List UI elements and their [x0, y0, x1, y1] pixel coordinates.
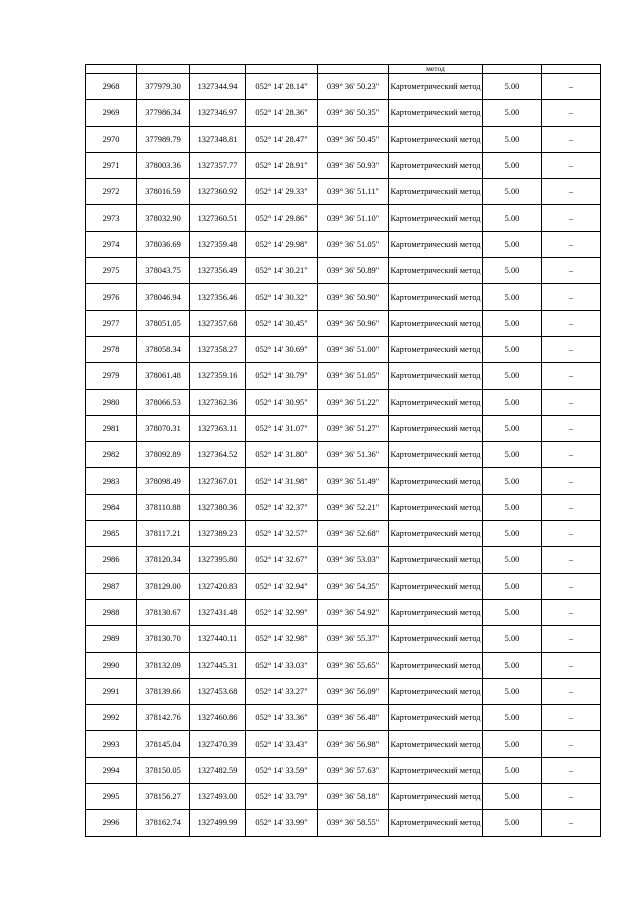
cell-num: 2968 — [86, 74, 137, 100]
cell-method: Картометрический метод — [389, 652, 483, 678]
cell-num: 2982 — [86, 442, 137, 468]
cell-x: 378130.67 — [137, 599, 190, 625]
cell-y: 1327359.16 — [190, 363, 246, 389]
cell-lat: 052° 14' 28.14" — [246, 74, 318, 100]
cell-method: Картометрический метод — [389, 100, 483, 126]
cell-x: 378130.70 — [137, 626, 190, 652]
cell-x: 378061.48 — [137, 363, 190, 389]
cell-method: Картометрический метод — [389, 731, 483, 757]
cell-y: 1327362.36 — [190, 389, 246, 415]
cell-x: 378110.88 — [137, 494, 190, 520]
cell-method: Картометрический метод — [389, 258, 483, 284]
cell-accuracy: 5.00 — [483, 258, 542, 284]
table-row — [86, 626, 601, 652]
cell-accuracy: 5.00 — [483, 179, 542, 205]
cell-note: – — [542, 179, 601, 205]
cell-method: Картометрический метод — [389, 626, 483, 652]
cell-note: – — [542, 705, 601, 731]
cell-accuracy: 5.00 — [483, 573, 542, 599]
cell-method: Картометрический метод — [389, 126, 483, 152]
cell-lat: 052° 14' 33.99" — [246, 810, 318, 836]
cell-y: 1327380.36 — [190, 494, 246, 520]
cell-num: 2994 — [86, 757, 137, 783]
cell-lon: 039° 36' 56.48" — [318, 705, 389, 731]
cell-lat: 052° 14' 31.07" — [246, 415, 318, 441]
cell-lon: 039° 36' 51.10" — [318, 205, 389, 231]
cell-num: 2992 — [86, 705, 137, 731]
table-row — [86, 363, 601, 389]
cell-y: 1327344.94 — [190, 74, 246, 100]
cell-accuracy: 5.00 — [483, 547, 542, 573]
cell-lon: 039° 36' 52.21" — [318, 494, 389, 520]
cell-x: 378058.34 — [137, 336, 190, 362]
cell-lat: 052° 14' 29.33" — [246, 179, 318, 205]
cell-x: 378003.36 — [137, 152, 190, 178]
cell-accuracy: 5.00 — [483, 284, 542, 310]
cell-note: – — [542, 363, 601, 389]
cell-lon: 039° 36' 57.63" — [318, 757, 389, 783]
cell-accuracy: 5.00 — [483, 521, 542, 547]
cell-method: Картометрический метод — [389, 284, 483, 310]
cell-lat: 052° 14' 31.98" — [246, 468, 318, 494]
cell-num: 2979 — [86, 363, 137, 389]
cell-accuracy: 5.00 — [483, 415, 542, 441]
cell-lat: 052° 14' 32.37" — [246, 494, 318, 520]
table-row — [86, 126, 601, 152]
cell-y: 1327360.51 — [190, 205, 246, 231]
cell-lon: 039° 36' 52.68" — [318, 521, 389, 547]
cell-accuracy: 5.00 — [483, 678, 542, 704]
cell-lat: 052° 14' 30.69" — [246, 336, 318, 362]
cell-note: – — [542, 599, 601, 625]
cell-y: 1327357.68 — [190, 310, 246, 336]
cell-y: 1327453.68 — [190, 678, 246, 704]
cell-x: 378117.21 — [137, 521, 190, 547]
cell-num: 2980 — [86, 389, 137, 415]
cell-y: 1327420.83 — [190, 573, 246, 599]
cell-x: 378132.09 — [137, 652, 190, 678]
cell-lat: 052° 14' 32.57" — [246, 521, 318, 547]
cell-x: 378070.31 — [137, 415, 190, 441]
cell-lon: 039° 36' 51.11" — [318, 179, 389, 205]
cell-num: 2976 — [86, 284, 137, 310]
cell-lat: 052° 14' 28.47" — [246, 126, 318, 152]
cell-y: 1327431.48 — [190, 599, 246, 625]
cell-y: 1327445.31 — [190, 652, 246, 678]
cell-num: 2990 — [86, 652, 137, 678]
cell-note: – — [542, 284, 601, 310]
cell-x: 378036.69 — [137, 231, 190, 257]
cell-lon: 039° 36' 51.36" — [318, 442, 389, 468]
cell-note: – — [542, 231, 601, 257]
cell-note: – — [542, 521, 601, 547]
cell-note: – — [542, 258, 601, 284]
cell-accuracy: 5.00 — [483, 363, 542, 389]
cell-x: 378129.00 — [137, 573, 190, 599]
cell-note: – — [542, 784, 601, 810]
table-row — [86, 757, 601, 783]
cell-num: 2978 — [86, 336, 137, 362]
cell-lat: 052° 14' 30.45" — [246, 310, 318, 336]
table-row — [86, 810, 601, 836]
cell-accuracy: 5.00 — [483, 757, 542, 783]
cell-method: Картометрический метод — [389, 810, 483, 836]
cell-method: Картометрический метод — [389, 757, 483, 783]
cell-lat: 052° 14' 33.36" — [246, 705, 318, 731]
cell-accuracy: 5.00 — [483, 599, 542, 625]
cell-method: Картометрический метод — [389, 389, 483, 415]
cell-note: – — [542, 678, 601, 704]
cell-y: 1327363.11 — [190, 415, 246, 441]
cell-x: 378162.74 — [137, 810, 190, 836]
cell-lon: 039° 36' 56.98" — [318, 731, 389, 757]
cell-lon: 039° 36' 50.93" — [318, 152, 389, 178]
cell-y: 1327356.46 — [190, 284, 246, 310]
cell-x: 377986.34 — [137, 100, 190, 126]
table-row — [86, 179, 601, 205]
cell-num: 2972 — [86, 179, 137, 205]
cell-num: 2986 — [86, 547, 137, 573]
cell-accuracy: 5.00 — [483, 205, 542, 231]
cell-x: 378139.66 — [137, 678, 190, 704]
cell-method: Картометрический метод — [389, 494, 483, 520]
cell-num: 2970 — [86, 126, 137, 152]
cell-y: 1327499.99 — [190, 810, 246, 836]
cell-lat: 052° 14' 32.67" — [246, 547, 318, 573]
cell-method: Картометрический метод — [389, 205, 483, 231]
cell-y — [190, 65, 246, 74]
cell-note — [542, 65, 601, 74]
cell-lon: 039° 36' 55.37" — [318, 626, 389, 652]
table-row — [86, 494, 601, 520]
table-row — [86, 705, 601, 731]
cell-x: 378051.05 — [137, 310, 190, 336]
cell-method: Картометрический метод — [389, 547, 483, 573]
cell-method: Картометрический метод — [389, 415, 483, 441]
cell-method: Картометрический метод — [389, 705, 483, 731]
cell-lat: 052° 14' 33.79" — [246, 784, 318, 810]
cell-method: Картометрический метод — [389, 74, 483, 100]
cell-num: 2995 — [86, 784, 137, 810]
table-row — [86, 652, 601, 678]
cell-x: 378032.90 — [137, 205, 190, 231]
cell-x: 378043.75 — [137, 258, 190, 284]
table-row — [86, 152, 601, 178]
cell-num: 2987 — [86, 573, 137, 599]
cell-num: 2996 — [86, 810, 137, 836]
cell-x: 378145.04 — [137, 731, 190, 757]
cell-note: – — [542, 494, 601, 520]
cell-y: 1327359.48 — [190, 231, 246, 257]
cell-note: – — [542, 100, 601, 126]
cell-method: Картометрический метод — [389, 231, 483, 257]
cell-lat: 052° 14' 32.98" — [246, 626, 318, 652]
cell-num: 2989 — [86, 626, 137, 652]
cell-num: 2969 — [86, 100, 137, 126]
cell-lat: 052° 14' 28.36" — [246, 100, 318, 126]
coordinates-table — [85, 64, 601, 837]
cell-method: Картометрический метод — [389, 310, 483, 336]
cell-lon: 039° 36' 51.49" — [318, 468, 389, 494]
cell-accuracy: 5.00 — [483, 468, 542, 494]
cell-lon: 039° 36' 58.18" — [318, 784, 389, 810]
table-row — [86, 205, 601, 231]
table-row — [86, 389, 601, 415]
cell-note: – — [542, 468, 601, 494]
cell-lon: 039° 36' 54.35" — [318, 573, 389, 599]
cell-lon: 039° 36' 55.65" — [318, 652, 389, 678]
cell-lat: 052° 14' 33.27" — [246, 678, 318, 704]
table-row — [86, 310, 601, 336]
cell-num: 2977 — [86, 310, 137, 336]
cell-num: 2984 — [86, 494, 137, 520]
cell-lat — [246, 65, 318, 74]
cell-note: – — [542, 652, 601, 678]
cell-x: 378066.53 — [137, 389, 190, 415]
cell-lat: 052° 14' 33.59" — [246, 757, 318, 783]
cell-method: Картометрический метод — [389, 573, 483, 599]
cell-x: 378016.59 — [137, 179, 190, 205]
cell-num: 2991 — [86, 678, 137, 704]
cell-x — [137, 65, 190, 74]
cell-lon: 039° 36' 50.90" — [318, 284, 389, 310]
cell-lat: 052° 14' 29.86" — [246, 205, 318, 231]
cell-lon: 039° 36' 51.05" — [318, 231, 389, 257]
table-row — [86, 547, 601, 573]
cell-accuracy: 5.00 — [483, 705, 542, 731]
cell-lat: 052° 14' 28.91" — [246, 152, 318, 178]
cell-y: 1327493.00 — [190, 784, 246, 810]
cell-x: 378142.76 — [137, 705, 190, 731]
cell-lat: 052° 14' 31.80" — [246, 442, 318, 468]
table-row — [86, 784, 601, 810]
cell-note: – — [542, 336, 601, 362]
cell-num: 2973 — [86, 205, 137, 231]
cell-method: Картометрический метод — [389, 442, 483, 468]
cell-accuracy: 5.00 — [483, 336, 542, 362]
cell-note: – — [542, 310, 601, 336]
cell-note: – — [542, 757, 601, 783]
cell-x: 378098.49 — [137, 468, 190, 494]
cell-y: 1327357.77 — [190, 152, 246, 178]
continued-row-fragment — [86, 65, 601, 74]
cell-lon: 039° 36' 50.89" — [318, 258, 389, 284]
table-row — [86, 336, 601, 362]
cell-y: 1327389.23 — [190, 521, 246, 547]
cell-accuracy: 5.00 — [483, 310, 542, 336]
cell-lon: 039° 36' 50.23" — [318, 74, 389, 100]
table-row — [86, 284, 601, 310]
cell-accuracy: 5.00 — [483, 100, 542, 126]
cell-num: 2975 — [86, 258, 137, 284]
cell-method: Картометрический метод — [389, 179, 483, 205]
cell-accuracy: 5.00 — [483, 231, 542, 257]
cell-lon: 039° 36' 51.22" — [318, 389, 389, 415]
cell-lat: 052° 14' 32.94" — [246, 573, 318, 599]
cell-lat: 052° 14' 29.98" — [246, 231, 318, 257]
cell-method: Картометрический метод — [389, 521, 483, 547]
cell-x: 378120.34 — [137, 547, 190, 573]
cell-method: метод — [389, 65, 483, 74]
cell-y: 1327360.92 — [190, 179, 246, 205]
cell-note: – — [542, 573, 601, 599]
cell-lat: 052° 14' 33.03" — [246, 652, 318, 678]
table-row — [86, 415, 601, 441]
cell-y: 1327348.81 — [190, 126, 246, 152]
cell-num: 2983 — [86, 468, 137, 494]
table-row — [86, 74, 601, 100]
cell-y: 1327482.59 — [190, 757, 246, 783]
table-row — [86, 442, 601, 468]
cell-lon: 039° 36' 50.96" — [318, 310, 389, 336]
cell-note: – — [542, 415, 601, 441]
cell-y: 1327460.86 — [190, 705, 246, 731]
cell-accuracy: 5.00 — [483, 389, 542, 415]
cell-lon: 039° 36' 51.27" — [318, 415, 389, 441]
cell-lat: 052° 14' 30.32" — [246, 284, 318, 310]
table-row — [86, 599, 601, 625]
cell-method: Картометрический метод — [389, 468, 483, 494]
cell-accuracy: 5.00 — [483, 731, 542, 757]
cell-lon: 039° 36' 54.92" — [318, 599, 389, 625]
cell-accuracy: 5.00 — [483, 652, 542, 678]
cell-accuracy: 5.00 — [483, 152, 542, 178]
cell-method: Картометрический метод — [389, 363, 483, 389]
table-row — [86, 100, 601, 126]
cell-num: 2971 — [86, 152, 137, 178]
cell-num: 2993 — [86, 731, 137, 757]
cell-lon — [318, 65, 389, 74]
cell-accuracy: 5.00 — [483, 810, 542, 836]
cell-lat: 052° 14' 33.43" — [246, 731, 318, 757]
cell-method: Картометрический метод — [389, 336, 483, 362]
cell-note: – — [542, 442, 601, 468]
cell-lat: 052° 14' 30.79" — [246, 363, 318, 389]
cell-lon: 039° 36' 58.55" — [318, 810, 389, 836]
cell-x: 377989.79 — [137, 126, 190, 152]
cell-accuracy — [483, 65, 542, 74]
cell-lon: 039° 36' 53.03" — [318, 547, 389, 573]
cell-note: – — [542, 152, 601, 178]
cell-lat: 052° 14' 30.95" — [246, 389, 318, 415]
cell-note: – — [542, 389, 601, 415]
cell-method: Картометрический метод — [389, 599, 483, 625]
cell-accuracy: 5.00 — [483, 74, 542, 100]
cell-accuracy: 5.00 — [483, 442, 542, 468]
table-row — [86, 231, 601, 257]
cell-note: – — [542, 74, 601, 100]
cell-x: 378150.05 — [137, 757, 190, 783]
cell-x: 378046.94 — [137, 284, 190, 310]
cell-accuracy: 5.00 — [483, 126, 542, 152]
cell-lon: 039° 36' 50.35" — [318, 100, 389, 126]
cell-num — [86, 65, 137, 74]
cell-lat: 052° 14' 32.99" — [246, 599, 318, 625]
cell-note: – — [542, 126, 601, 152]
cell-note: – — [542, 205, 601, 231]
table-row — [86, 521, 601, 547]
cell-method: Картометрический метод — [389, 152, 483, 178]
cell-y: 1327364.52 — [190, 442, 246, 468]
cell-y: 1327358.27 — [190, 336, 246, 362]
cell-y: 1327367.01 — [190, 468, 246, 494]
cell-lon: 039° 36' 56.09" — [318, 678, 389, 704]
cell-y: 1327440.11 — [190, 626, 246, 652]
cell-x: 378092.89 — [137, 442, 190, 468]
cell-lon: 039° 36' 51.05" — [318, 363, 389, 389]
table-body — [86, 65, 601, 837]
table-row — [86, 258, 601, 284]
cell-lon: 039° 36' 50.45" — [318, 126, 389, 152]
cell-lat: 052° 14' 30.21" — [246, 258, 318, 284]
cell-num: 2988 — [86, 599, 137, 625]
cell-num: 2974 — [86, 231, 137, 257]
cell-num: 2981 — [86, 415, 137, 441]
table-row — [86, 573, 601, 599]
cell-note: – — [542, 626, 601, 652]
cell-method: Картометрический метод — [389, 678, 483, 704]
cell-x: 377979.30 — [137, 74, 190, 100]
cell-method: Картометрический метод — [389, 784, 483, 810]
cell-note: – — [542, 810, 601, 836]
cell-y: 1327346.97 — [190, 100, 246, 126]
table-row — [86, 731, 601, 757]
cell-y: 1327395.80 — [190, 547, 246, 573]
cell-accuracy: 5.00 — [483, 494, 542, 520]
table-row — [86, 468, 601, 494]
cell-num: 2985 — [86, 521, 137, 547]
cell-accuracy: 5.00 — [483, 626, 542, 652]
cell-accuracy: 5.00 — [483, 784, 542, 810]
cell-lon: 039° 36' 51.00" — [318, 336, 389, 362]
cell-note: – — [542, 547, 601, 573]
cell-y: 1327356.49 — [190, 258, 246, 284]
cell-note: – — [542, 731, 601, 757]
cell-y: 1327470.39 — [190, 731, 246, 757]
cell-x: 378156.27 — [137, 784, 190, 810]
table-row — [86, 678, 601, 704]
